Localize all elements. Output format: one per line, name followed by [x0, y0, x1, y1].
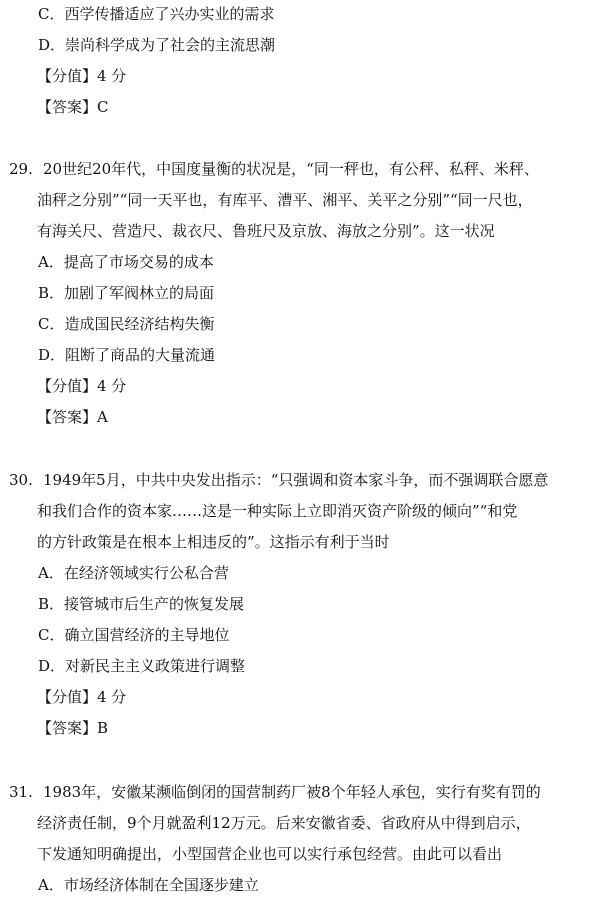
- score-label: 【分值】4 分: [37, 67, 127, 85]
- option-d: D．崇尚科学成为了社会的主流思潮: [38, 36, 276, 54]
- question-number-text: 30.: [9, 471, 33, 489]
- option-c: C．确立国营经济的主导地位: [38, 626, 230, 644]
- question-number-text: 29.: [9, 160, 33, 178]
- option-b: B．加剧了军阀林立的局面: [38, 284, 215, 302]
- question-number: [9, 470, 33, 490]
- option-c: C．西学传播适应了兴办实业的需求: [38, 5, 275, 23]
- option-c: C．造成国民经济结构失衡: [38, 315, 215, 333]
- question-stem-line: 1949年5月，中共中央发出指示：“只强调和资本家斗争，而不强调联合愿意: [43, 471, 549, 489]
- question-stem-line: 油秤之分别”“同一天平也，有库平、漕平、湘平、关平之分别”“同一尺也，: [37, 191, 533, 209]
- question-stem-line: 1983年，安徽某濒临倒闭的国营制药厂被8个年轻人承包，实行有奖有罚的: [43, 783, 541, 801]
- option-a: A．在经济领域实行公私合营: [38, 564, 229, 582]
- option-b: B．接管城市后生产的恢复发展: [38, 595, 245, 613]
- question-stem-line: 有海关尺、营造尺、裁衣尺、鲁班尺及京放、海放之分别”。这一状况: [37, 222, 495, 240]
- question-number: [9, 159, 33, 179]
- option-d: D．对新民主主义政策进行调整: [38, 657, 246, 675]
- question-stem-line: 的方针政策是在根本上相违反的”。这指示有利于当时: [37, 533, 390, 551]
- option-a: A．提高了市场交易的成本: [38, 253, 214, 271]
- score-label: 【分值】4 分: [37, 377, 127, 395]
- question-number-text: 31.: [9, 783, 33, 801]
- answer-label: 【答案】A: [37, 408, 108, 426]
- answer-label: 【答案】C: [37, 98, 109, 116]
- answer-label: 【答案】B: [37, 719, 109, 737]
- question-number: [9, 782, 33, 802]
- option-d: D．阻断了商品的大量流通: [38, 346, 216, 364]
- question-stem-line: 经济责任制，9个月就盈利12万元。后来安徽省委、省政府从中得到启示，: [37, 814, 531, 832]
- question-stem-line: 下发通知明确提出，小型国营企业也可以实行承包经营。由此可以看出: [37, 845, 503, 863]
- question-stem-line: 和我们合作的资本家……这是一种实际上立即消灭资产阶级的倾向”“和党: [37, 502, 518, 520]
- question-stem-line: 20世纪20年代，中国度量衡的状况是，“同一秤也，有公秤、私秤、米秤、: [43, 160, 539, 178]
- option-a: A．市场经济体制在全国逐步建立: [38, 876, 259, 894]
- score-label: 【分值】4 分: [37, 688, 127, 706]
